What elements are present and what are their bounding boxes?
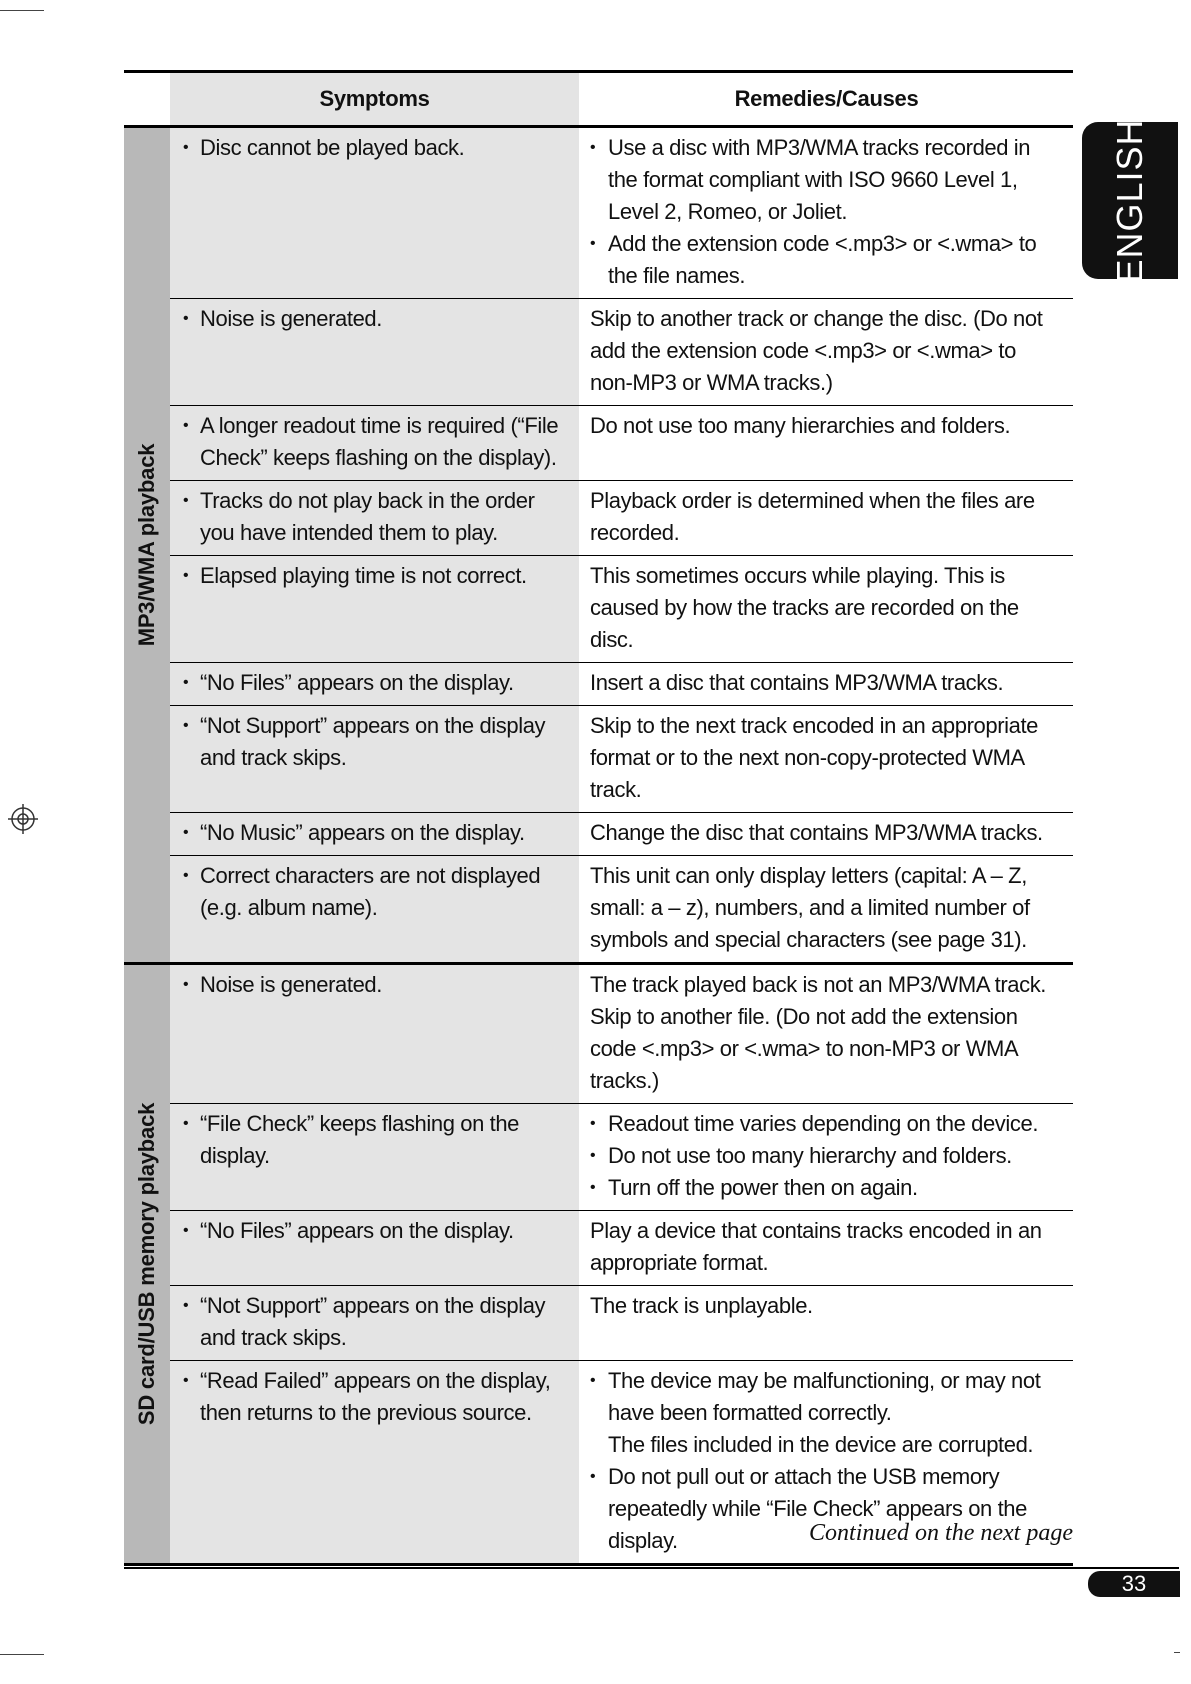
language-tab (1082, 117, 1178, 284)
header-symptoms: Symptoms (170, 73, 580, 125)
symptom-cell: • A longer readout time is required (“File Check” keeps flashing on the display). (170, 406, 579, 480)
remedy-cell: Play a device that contains tracks encoded in an appropriate format. (590, 1218, 1042, 1275)
registration-mark-icon (8, 804, 38, 834)
remedy-cell: Skip to another track or change the disc. (Do not add the extension code <.mp3> or <.wma> to non-MP3 or WMA tracks.) (590, 306, 1043, 395)
remedy-cell: This sometimes occurs while playing. This is caused by how the tracks are recorded on the disc. (590, 563, 1019, 652)
table-row (170, 706, 1073, 813)
symptom-cell: • Tracks do not play back in the order you have intended them to play. (170, 481, 579, 555)
table-row (170, 856, 1073, 962)
symptom-cell: • Elapsed playing time is not correct. (170, 556, 579, 662)
continued-note: Continued on the next page (809, 1520, 1073, 1546)
section-sd-usb-playback (124, 965, 1073, 1566)
table-row (170, 556, 1073, 663)
section-label-text: MP3/WMA playback (134, 443, 159, 647)
header-gutter (124, 73, 170, 125)
remedy-cell: Change the disc that contains MP3/WMA tracks. (590, 820, 1043, 845)
footer-divider (124, 1567, 1179, 1569)
remedy-cell: Insert a disc that contains MP3/WMA tracks. (590, 670, 1004, 695)
symptom-cell: • Noise is generated. (170, 299, 579, 405)
remedy-item-note: The files included in the device are corrupted. (608, 1432, 1034, 1457)
remedy-cell (579, 1104, 1072, 1210)
symptom-cell: • “No Files” appears on the display. (170, 1211, 579, 1285)
remedy-cell: This unit can only display letters (capital: A – Z, small: a – z), numbers, and a limited number of symbols and special characters (see page 31). (590, 863, 1030, 952)
remedy-cell (579, 128, 1072, 298)
remedy-item: • Use a disc with MP3/WMA tracks recorded in the format compliant with ISO 9660 Level 1, Level 2, Romeo, or Joliet. (590, 132, 1064, 228)
symptom-cell: • “File Check” keeps flashing on the display. (170, 1104, 579, 1210)
page-number: 33 (1088, 1571, 1180, 1597)
table-row (170, 663, 1073, 706)
symptom-cell: • “No Files” appears on the display. (170, 663, 579, 705)
table-row (170, 1104, 1073, 1211)
symptom-cell: • Correct characters are not displayed (e.g. album name). (170, 856, 579, 962)
table-row (170, 299, 1073, 406)
symptom-cell: • “Not Support” appears on the display and track skips. (170, 1286, 579, 1360)
table-row (170, 1211, 1073, 1286)
table-header (124, 70, 1073, 128)
table-row (170, 1286, 1073, 1361)
remedy-item: • Turn off the power then on again. (590, 1172, 1064, 1204)
remedy-item: • Do not use too many hierarchy and folders. (590, 1140, 1064, 1172)
symptom-cell: • “Read Failed” appears on the display, then returns to the previous source. (170, 1361, 579, 1563)
remedy-item (590, 1365, 1064, 1461)
symptom-cell: • “No Music” appears on the display. (170, 813, 579, 855)
crop-mark-bottom-right (1174, 1652, 1180, 1653)
section-label-text: SD card/USB memory playback (134, 1102, 159, 1426)
remedy-cell: Do not use too many hierarchies and folders. (590, 413, 1011, 438)
table-row (170, 813, 1073, 856)
section-rows (170, 965, 1073, 1563)
symptom-cell: • “Not Support” appears on the display and track skips. (170, 706, 579, 812)
remedy-cell: Playback order is determined when the files are recorded. (590, 488, 1035, 545)
table-row (170, 481, 1073, 556)
remedy-cell: Skip to the next track encoded in an appropriate format or to the next non-copy-protected WMA track. (590, 713, 1038, 802)
table-row (170, 965, 1073, 1104)
remedy-item: • Add the extension code <.mp3> or <.wma> to the file names. (590, 228, 1064, 292)
table-row (170, 406, 1073, 481)
section-rows (170, 128, 1073, 962)
section-label (124, 128, 170, 962)
remedy-cell: The track is unplayable. (590, 1293, 813, 1318)
symptom-cell: • Disc cannot be played back. (170, 128, 579, 298)
header-remedies: Remedies/Causes (580, 73, 1073, 125)
troubleshooting-table (124, 70, 1073, 1566)
crop-mark-bottom-left (0, 1654, 44, 1655)
remedy-item: • Do not pull out or attach the USB memory repeatedly while “File Check” appears on the display. (590, 1461, 1064, 1557)
section-label (124, 965, 170, 1563)
symptom-cell: • Noise is generated. (170, 965, 579, 1103)
remedy-cell: The track played back is not an MP3/WMA track. Skip to another file. (Do not add the extension code <.mp3> or <.wma> to non-MP3 or WMA tracks.) (590, 972, 1047, 1093)
table-row (170, 128, 1073, 299)
language-tab-label: ENGLISH (1109, 117, 1150, 284)
remedy-item: • Readout time varies depending on the device. (590, 1108, 1064, 1140)
crop-mark-top-left (0, 10, 44, 11)
remedy-item-text: The device may be malfunctioning, or may not have been formatted correctly. (608, 1368, 1041, 1425)
section-mp3-wma-playback (124, 128, 1073, 965)
